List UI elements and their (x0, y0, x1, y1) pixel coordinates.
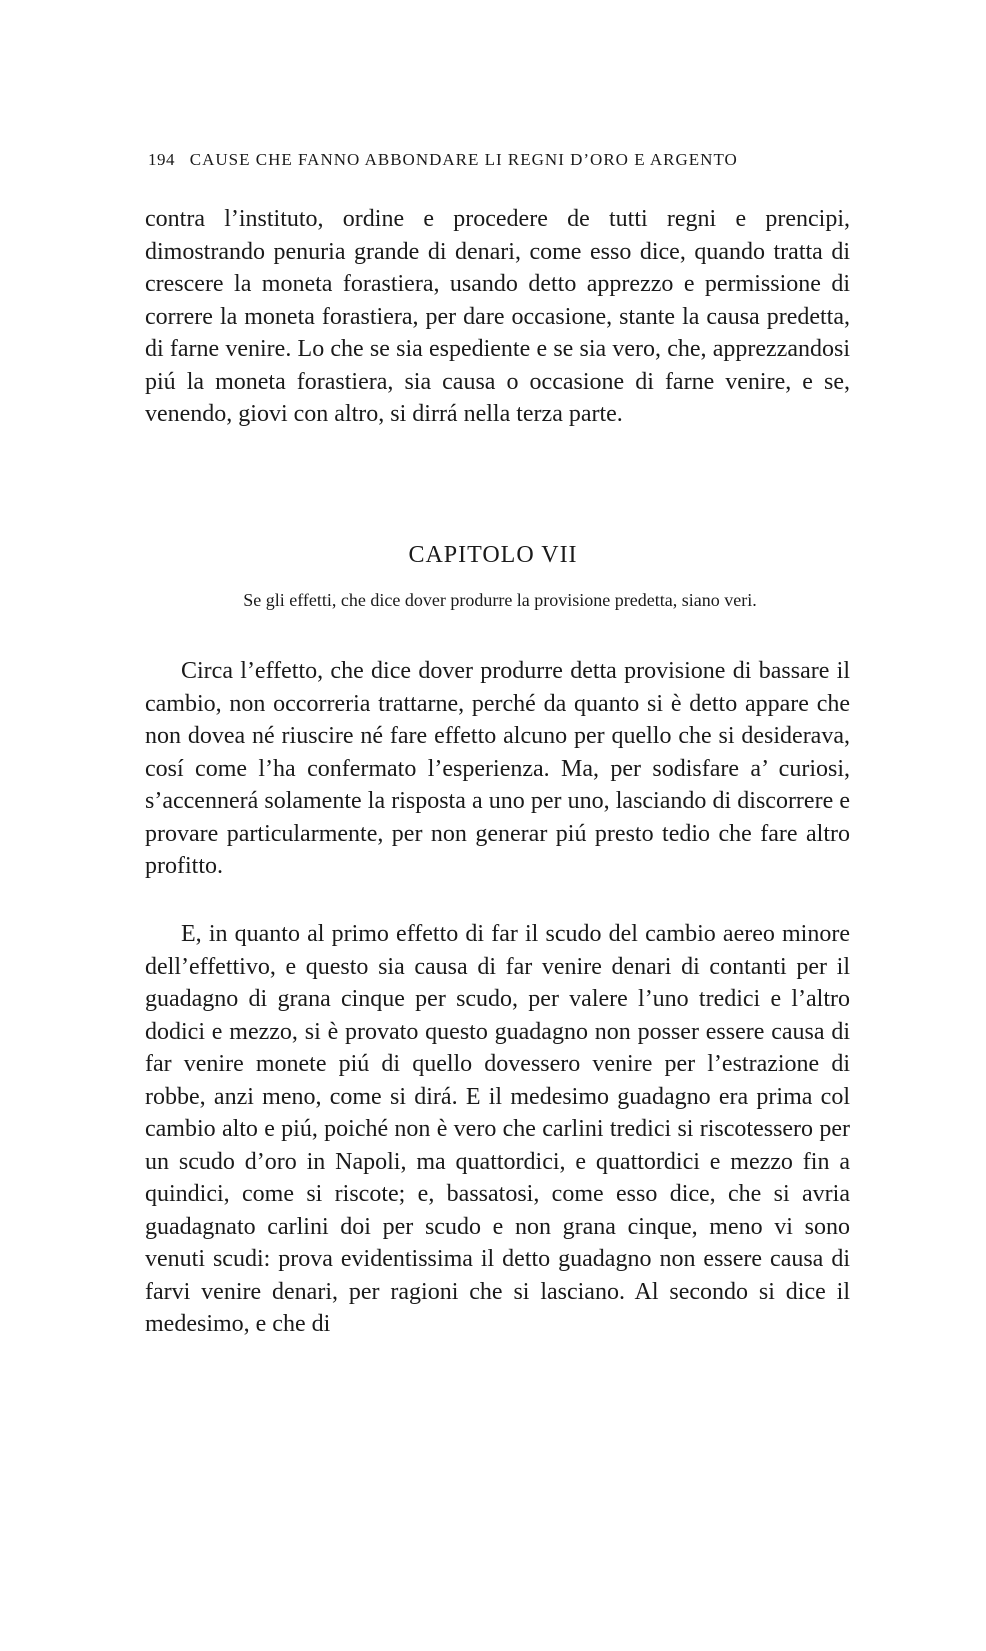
running-header (148, 150, 848, 170)
intro-paragraph: contra l’instituto, ordine e procedere de tutti regni e prencipi, dimostrando penuria grande di denari, come esso dice, quando tratta di crescere la moneta forastiera, usando detto apprezzo e permissione di correre la moneta forastiera, per dare occasione, stante la causa predetta, di farne venire. Lo che se sia espediente e se sia vero, che, apprezzandosi piú la moneta forastiera, sia causa o occasione di farne venire, e se, venendo, giovi con altro, si dirrá nella terza parte. (145, 206, 850, 427)
page-number: 194 (148, 150, 175, 169)
running-title: CAUSE CHE FANNO ABBONDARE LI REGNI D’ORO E ARGENTO (189, 150, 738, 169)
chapter-heading: CAPITOLO VII (408, 542, 578, 568)
body-paragraph: Circa l’effetto, che dice dover produrre detta provisione di bassare il cambio, non occorreria trattarne, perché da quanto si è detto appare che non dovea né riuscire né fare effetto alcuno per quello che si desiderava, cosí come l’ha confermato l’esperienza. Ma, per sodisfare a’ curiosi, s’accennerá solamente la risposta a uno per uno, lasciando di discorrere e provare particularmente, per non generar piú presto tedio che fare altro profitto. (145, 658, 850, 879)
body-paragraph: E, in quanto al primo effetto di far il scudo del cambio aereo minore dell’effettivo, e questo sia causa di far venire denari di contanti per il guadagno di grana cinque per scudo, per valere l’uno tredici e l’altro dodici e mezzo, si è provato questo guadagno non posser essere causa di far venire monete piú di quello dovessero venire per l’estrazione di robbe, anzi meno, come si dirá. E il medesimo guadagno era prima col cambio alto e piú, poiché non è vero che carlini tredici si riscotessero per un scudo d’oro in Napoli, ma quattordici, e quattordici e mezzo fin a quindici, come si riscote; e, bassatosi, come esso dice, che si avria guadagnato carlini doi per scudo e non grana cinque, meno vi sono venuti scudi: prova evidentissima il detto guadagno non essere causa di farvi venire denari, per ragioni che si lasciano. Al secondo si dice il medesimo, e che di (145, 921, 850, 1337)
chapter-subtitle: Se gli effetti, che dice dover produrre la provisione predetta, siano veri. (243, 590, 757, 610)
